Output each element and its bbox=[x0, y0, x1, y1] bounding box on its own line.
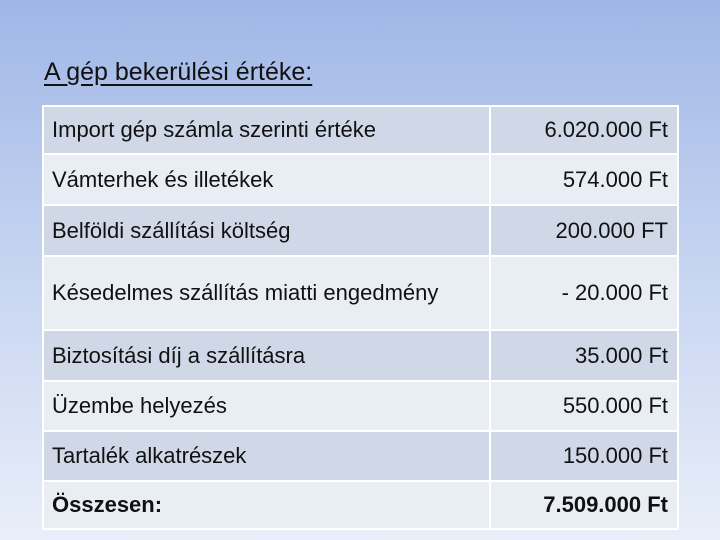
row-value: 200.000 FT bbox=[490, 205, 678, 256]
row-label: Késedelmes szállítás miatti engedmény bbox=[43, 256, 490, 330]
row-label: Vámterhek és illetékek bbox=[43, 154, 490, 205]
total-value: 7.509.000 Ft bbox=[490, 481, 678, 529]
row-value: 550.000 Ft bbox=[490, 381, 678, 431]
total-label: Összesen: bbox=[43, 481, 490, 529]
cost-table bbox=[42, 105, 679, 530]
table-row bbox=[43, 256, 678, 330]
table-row bbox=[43, 154, 678, 205]
row-label: Tartalék alkatrészek bbox=[43, 431, 490, 481]
row-value: 35.000 Ft bbox=[490, 330, 678, 381]
row-label: Üzembe helyezés bbox=[43, 381, 490, 431]
row-label: Belföldi szállítási költség bbox=[43, 205, 490, 256]
total-row bbox=[43, 481, 678, 529]
slide-title: A gép bekerülési értéke: bbox=[44, 58, 313, 86]
table-row bbox=[43, 431, 678, 481]
row-value: 150.000 Ft bbox=[490, 431, 678, 481]
row-value: 574.000 Ft bbox=[490, 154, 678, 205]
row-value: 6.020.000 Ft bbox=[490, 106, 678, 154]
table-row bbox=[43, 381, 678, 431]
table-row bbox=[43, 205, 678, 256]
row-value: - 20.000 Ft bbox=[490, 256, 678, 330]
row-label: Biztosítási díj a szállításra bbox=[43, 330, 490, 381]
table-row bbox=[43, 330, 678, 381]
table-row bbox=[43, 106, 678, 154]
row-label: Import gép számla szerinti értéke bbox=[43, 106, 490, 154]
